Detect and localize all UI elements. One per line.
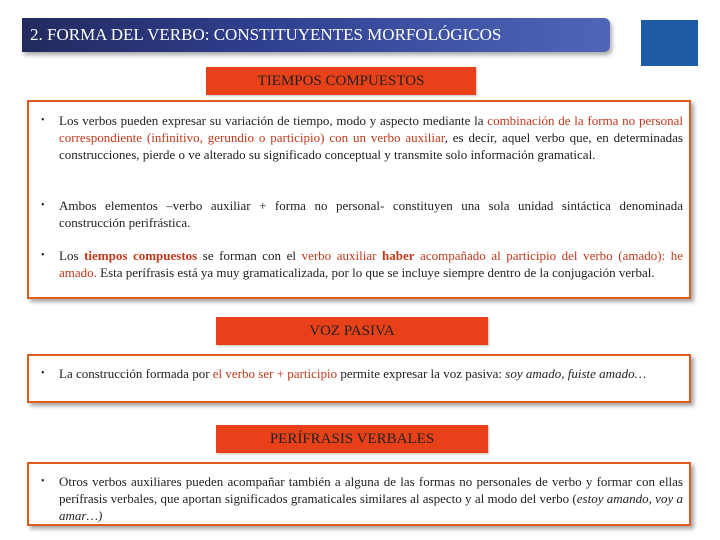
corner-decoration bbox=[641, 20, 698, 66]
section-label-voz-pasiva bbox=[216, 317, 488, 345]
italic-text: estoy amando, voy a amar…) bbox=[59, 491, 684, 523]
bullet-text: permite expresar la voz pasiva: bbox=[337, 366, 506, 381]
highlight-text: verbo auxiliar bbox=[301, 248, 382, 263]
bullet-text: Esta perífrasis está ya muy gramaticalizada, por lo que se incluye siempre dentro de la conjugación verbal. bbox=[96, 265, 655, 280]
list-item bbox=[35, 112, 683, 163]
bullet-icon: • bbox=[41, 368, 45, 379]
bullet-text: Ambos elementos –verbo auxiliar + forma no personal- constituyen una sola unidad sintáctica denominada construcción perifrástica. bbox=[59, 198, 683, 230]
section-label-tiempos-compuestos bbox=[206, 67, 476, 95]
section-label-perifrasis-verbales bbox=[216, 425, 488, 453]
highlight-text: el verbo ser + participio bbox=[212, 366, 338, 381]
list-item bbox=[35, 473, 683, 524]
bullet-icon: • bbox=[41, 200, 45, 211]
list-item bbox=[35, 197, 683, 231]
bullet-text: Otros verbos auxiliares pueden acompañar también a alguna de las formas no personales de verbo y formar con ellas perífrasis verbales, que aportan significados gramaticales similares al aspecto y al modo del verbo ( bbox=[59, 474, 683, 506]
section-label-text: PERÍFRASIS VERBALES bbox=[269, 431, 435, 447]
bullet-icon: • bbox=[41, 250, 45, 261]
bullet-icon: • bbox=[41, 115, 45, 126]
tiempos-compuestos-box bbox=[27, 100, 691, 299]
bullet-text: Los bbox=[59, 248, 85, 263]
bullet-text: La construcción formada por bbox=[59, 366, 213, 381]
highlight-text: acompañado al participio del verbo (amado): he amado. bbox=[59, 248, 683, 280]
bullet-text: Los verbos pueden expresar su variación de tiempo, modo y aspecto mediante la bbox=[59, 113, 488, 128]
highlight-text: haber bbox=[382, 248, 415, 263]
bullet-text: , es decir, aquel verbo que, en determinadas construcciones, pierde o ve alterado su significado conceptual y transmite solo información gramatical. bbox=[59, 130, 683, 162]
section-label-text: TIEMPOS COMPUESTOS bbox=[257, 73, 425, 89]
slide-title: 2. FORMA DEL VERBO: CONSTITUYENTES MORFOLÓGICOS bbox=[30, 25, 502, 44]
voz-pasiva-box bbox=[27, 354, 691, 403]
bullet-text: se forman con el bbox=[197, 248, 302, 263]
list-item bbox=[35, 247, 683, 281]
italic-text: soy amado, fuiste amado… bbox=[505, 366, 647, 381]
bullet-icon: • bbox=[41, 476, 45, 487]
perifrasis-verbales-box bbox=[27, 462, 691, 526]
highlight-text: tiempos compuestos bbox=[84, 248, 198, 263]
list-item bbox=[35, 365, 683, 382]
highlight-text: combinación de la forma no personal correspondiente (infinitivo, gerundio o participio) con un verbo auxiliar bbox=[59, 113, 683, 145]
section-label-text: VOZ PASIVA bbox=[309, 323, 395, 339]
title-bar bbox=[22, 18, 610, 52]
